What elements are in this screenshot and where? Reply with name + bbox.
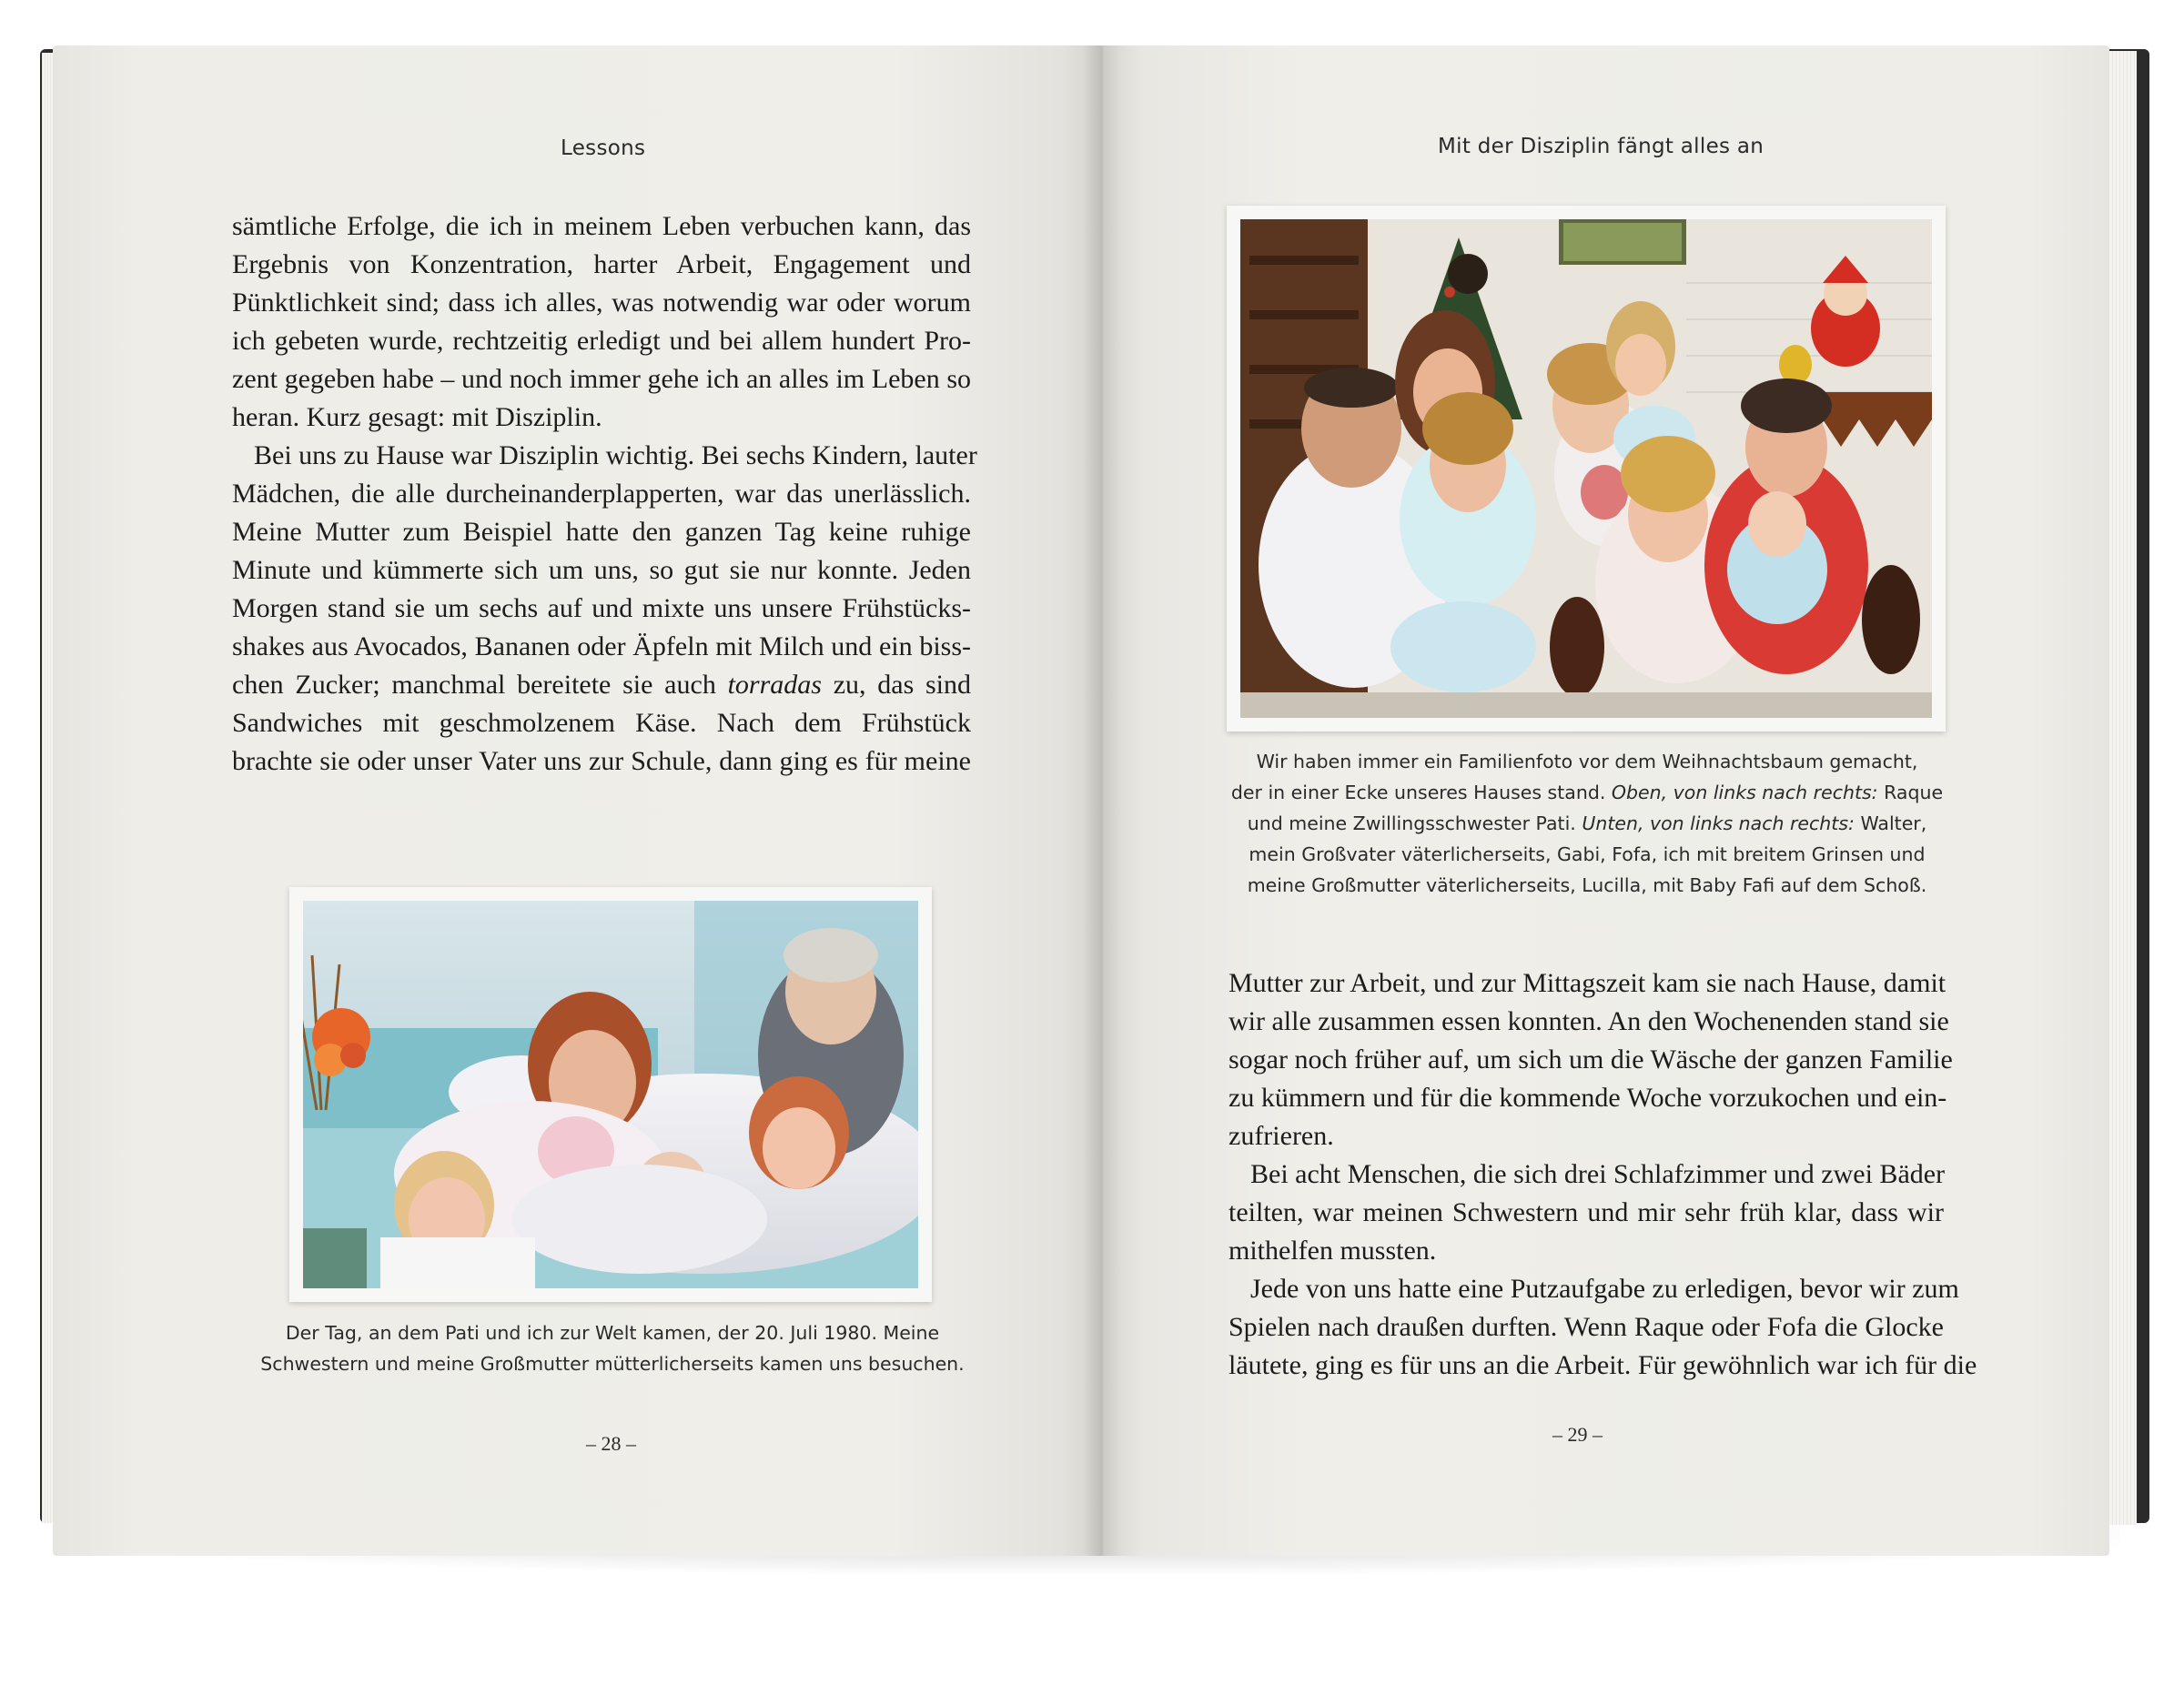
caption-line: Der Tag, an dem Pati und ich zur Welt kamen, der 20. Juli 1980. Meine: [285, 1322, 940, 1344]
caption-italic: Oben, von links nach rechts:: [1611, 782, 1878, 803]
text-line: zufrieren.: [1228, 1121, 1334, 1151]
right-photo-caption: [1183, 746, 1991, 901]
text-line: Morgen stand sie um sechs auf und mixte uns unsere Frühstücks-: [232, 593, 971, 623]
caption-line: [1183, 777, 1991, 808]
text-line: Pünktlichkeit sind; dass ich alles, was notwendig war oder worum: [232, 288, 971, 318]
text-line: Spielen nach draußen durften. Wenn Raque oder Fofa die Glocke: [1228, 1312, 1944, 1342]
caption-line: mein Großvater väterlicherseits, Gabi, Fofa, ich mit breitem Grinsen und: [1249, 843, 1926, 865]
text-line: shakes aus Avocados, Bananen oder Äpfeln mit Milch und ein biss-: [232, 631, 971, 661]
caption-text: Walter,: [1860, 812, 1927, 834]
caption-text: Raque: [1884, 782, 1944, 803]
text-line: teilten, war meinen Schwestern und mir sehr früh klar, dass wir: [1228, 1197, 1944, 1227]
text-line: Mädchen, die alle durcheinanderplapperten, war das unerlässlich.: [232, 479, 971, 509]
text-line: zent gegeben habe – und noch immer gehe ich an alles im Leben so: [232, 364, 971, 394]
text-line: zu kümmern und für die kommende Woche vorzukochen und ein-: [1228, 1083, 1947, 1113]
caption-line: Wir haben immer ein Familienfoto vor dem Weihnachtsbaum gemacht,: [1256, 751, 1918, 772]
text-line: Bei uns zu Hause war Disziplin wichtig. Bei sechs Kindern, lauter: [254, 440, 977, 470]
text-line: Bei acht Menschen, die sich drei Schlafzimmer und zwei Bäder: [1250, 1159, 1946, 1189]
photo-christmas-family-illustration: [1240, 219, 1932, 718]
text-line: sämtliche Erfolge, die ich in meinem Leben verbuchen kann, das: [232, 211, 971, 241]
text-line: Jede von uns hatte eine Putzaufgabe zu erledigen, bevor wir zum: [1250, 1274, 1959, 1304]
text-segment: chen Zucker; manchmal bereitete sie auch: [232, 670, 716, 700]
caption-line: meine Großmutter väterlicherseits, Lucilla, mit Baby Fafi auf dem Schoß.: [1247, 874, 1927, 896]
text-line: läutete, ging es für uns an die Arbeit. Für gewöhnlich war ich für die: [1228, 1350, 1977, 1380]
text-segment: zu, das sind: [833, 670, 971, 700]
left-running-head: Lessons: [561, 136, 646, 160]
photo-birth-day-image: [303, 901, 918, 1288]
italic-term: torradas: [727, 670, 822, 700]
text-line: wir alle zusammen essen konnten. An den Wochenenden stand sie: [1228, 1006, 1949, 1036]
text-line: heran. Kurz gesagt: mit Disziplin.: [232, 402, 602, 432]
caption-line: Schwestern und meine Großmutter mütterlicherseits kamen uns besuchen.: [260, 1353, 965, 1375]
right-folio: – 29 –: [1552, 1423, 1603, 1446]
right-running-head: Mit der Disziplin fängt alles an: [1438, 135, 1764, 158]
caption-line: [1183, 808, 1991, 839]
photo-birth-day: [289, 887, 932, 1302]
text-line: Ergebnis von Konzentration, harter Arbeit, Engagement und: [232, 249, 971, 279]
text-line: ich gebeten wurde, rechtzeitig erledigt und bei allem hundert Pro-: [232, 326, 971, 356]
left-body-text: [232, 207, 977, 781]
caption-text: und meine Zwillingsschwester Pati.: [1247, 812, 1576, 834]
photo-birth-day-illustration: [303, 901, 918, 1288]
text-line: Sandwiches mit geschmolzenem Käse. Nach dem Frühstück: [232, 708, 971, 738]
text-line-mixed: [232, 666, 971, 704]
right-body-text: [1228, 964, 1977, 1385]
left-photo-caption: [238, 1317, 986, 1379]
text-line: brachte sie oder unser Vater uns zur Schule, dann ging es für meine: [232, 746, 971, 776]
text-line: Meine Mutter zum Beispiel hatte den ganzen Tag keine ruhige: [232, 517, 971, 547]
text-line: Minute und kümmerte sich um uns, so gut sie nur konnte. Jeden: [232, 555, 971, 585]
caption-italic: Unten, von links nach rechts:: [1582, 812, 1855, 834]
photo-christmas-family-image: [1240, 219, 1932, 718]
text-line: Mutter zur Arbeit, und zur Mittagszeit kam sie nach Hause, damit: [1228, 968, 1946, 998]
page-edges-right: [2109, 51, 2137, 1525]
text-line: sogar noch früher auf, um sich um die Wäsche der ganzen Familie: [1228, 1044, 1953, 1075]
text-line: mithelfen mussten.: [1228, 1236, 1437, 1266]
photo-christmas-family: [1227, 206, 1946, 732]
caption-text: der in einer Ecke unseres Hauses stand.: [1230, 782, 1606, 803]
left-folio: – 28 –: [586, 1432, 636, 1455]
